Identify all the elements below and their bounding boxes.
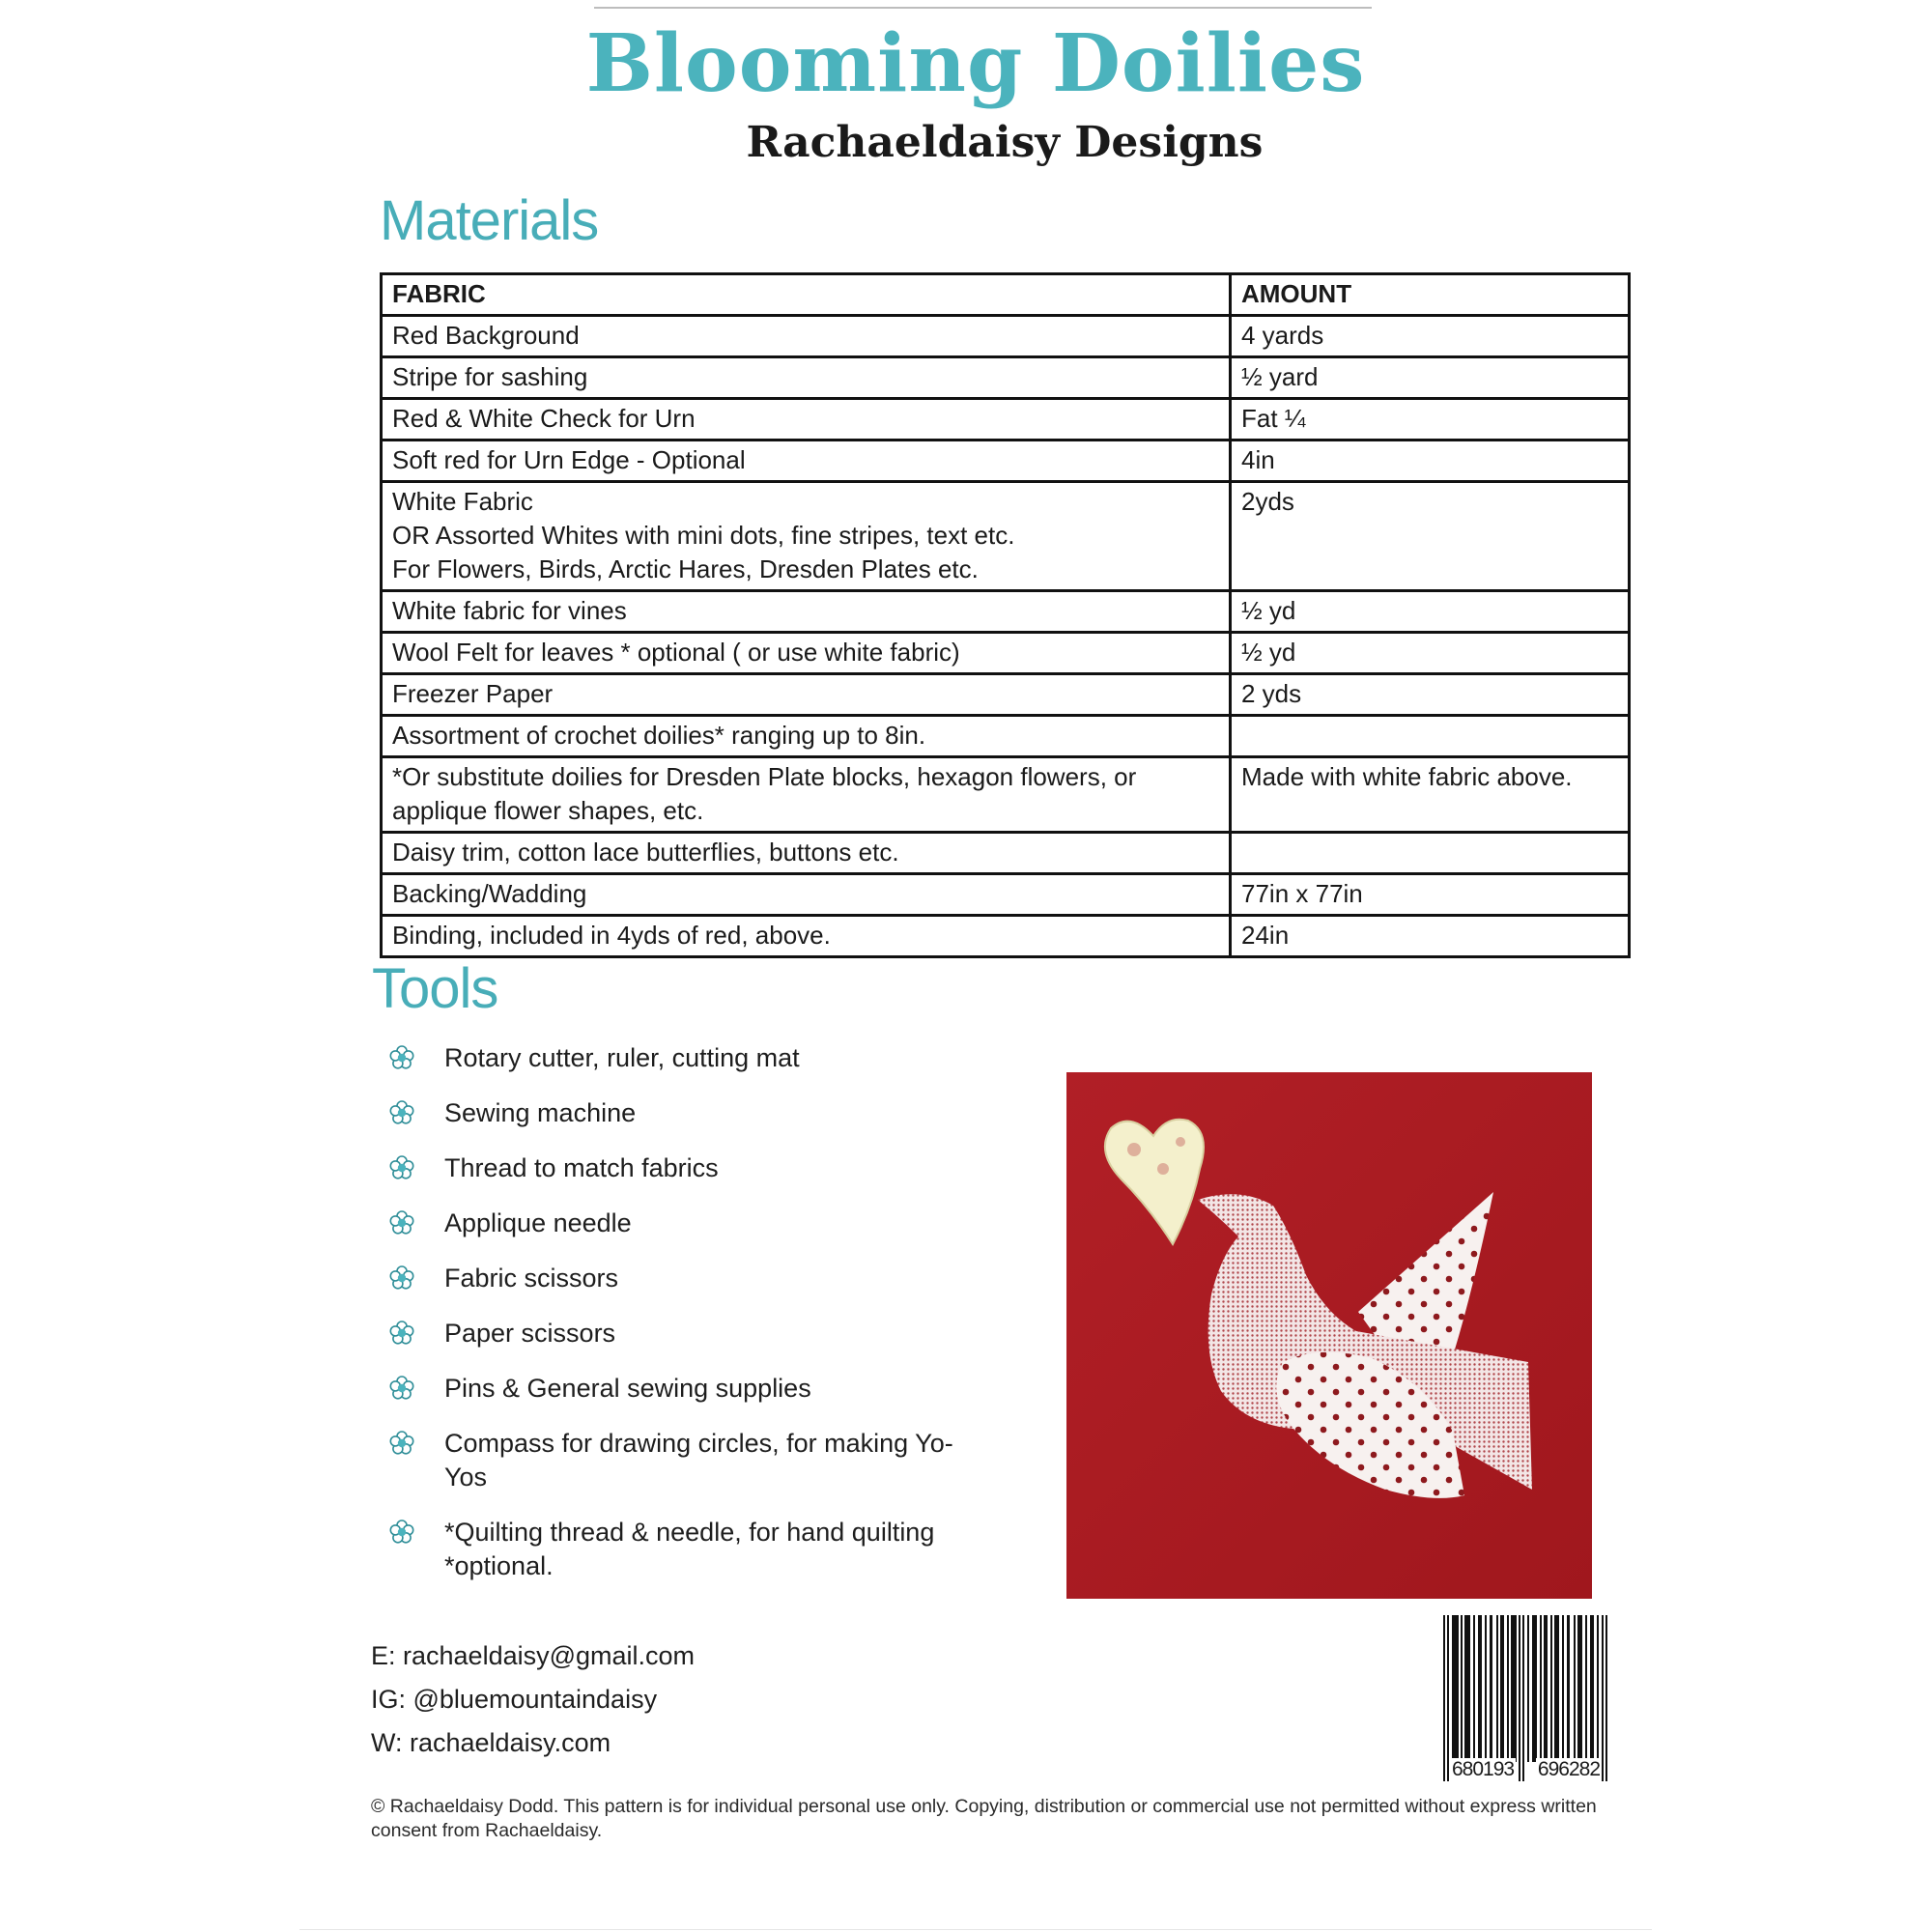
flower-icon bbox=[388, 1209, 415, 1236]
tool-label: Thread to match fabrics bbox=[444, 1153, 719, 1182]
fabric-text: applique flower shapes, etc. bbox=[392, 796, 704, 825]
fabric-text: OR Assorted Whites with mini dots, fine stripes, text etc. bbox=[392, 521, 1015, 550]
barcode-bars bbox=[1441, 1615, 1610, 1781]
tool-label: Compass for drawing circles, for making Yo-Yos bbox=[444, 1429, 953, 1492]
tool-label: Rotary cutter, ruler, cutting mat bbox=[444, 1043, 800, 1072]
tools-heading: Tools bbox=[372, 957, 498, 1020]
list-item bbox=[388, 1262, 968, 1295]
contact-email[interactable]: E: rachaeldaisy@gmail.com bbox=[371, 1641, 696, 1670]
amount-cell bbox=[1231, 833, 1630, 874]
fabric-cell bbox=[382, 591, 1231, 633]
amount-cell: ½ yard bbox=[1231, 357, 1630, 399]
list-item bbox=[388, 1207, 968, 1240]
contact-website[interactable]: W: rachaeldaisy.com bbox=[371, 1728, 611, 1757]
fabric-text: Backing/Wadding bbox=[392, 879, 587, 908]
amount-cell: 4in bbox=[1231, 440, 1630, 482]
table-row bbox=[382, 440, 1630, 482]
fabric-cell bbox=[382, 874, 1231, 916]
designer-name: Rachaeldaisy Designs bbox=[746, 118, 1264, 167]
barcode-digits bbox=[1441, 1758, 1610, 1781]
amount-cell: 2 yds bbox=[1231, 674, 1630, 716]
fabric-text: Soft red for Urn Edge - Optional bbox=[392, 445, 746, 474]
fabric-cell bbox=[382, 716, 1231, 757]
fabric-cell bbox=[382, 633, 1231, 674]
tool-label: Sewing machine bbox=[444, 1098, 637, 1127]
table-row bbox=[382, 674, 1630, 716]
fabric-text: Stripe for sashing bbox=[392, 362, 588, 391]
column-header-amount: AMOUNT bbox=[1231, 274, 1630, 316]
fabric-cell bbox=[382, 357, 1231, 399]
tool-label: Pins & General sewing supplies bbox=[444, 1374, 811, 1403]
materials-body bbox=[382, 316, 1630, 957]
fabric-text: White fabric for vines bbox=[392, 596, 627, 625]
dove-quilt-illustration bbox=[1066, 1072, 1592, 1599]
table-row bbox=[382, 716, 1630, 757]
fabric-cell bbox=[382, 833, 1231, 874]
table-row bbox=[382, 316, 1630, 357]
list-item bbox=[388, 1151, 968, 1185]
amount-cell bbox=[1231, 716, 1630, 757]
fabric-cell bbox=[382, 916, 1231, 957]
flower-icon bbox=[388, 1519, 415, 1546]
table-row bbox=[382, 757, 1630, 833]
flower-icon bbox=[388, 1430, 415, 1457]
quilt-block-photo bbox=[1066, 1072, 1592, 1599]
barcode-left-digits: 680193 bbox=[1452, 1758, 1515, 1780]
fabric-text: Binding, included in 4yds of red, above. bbox=[392, 921, 831, 950]
materials-table bbox=[380, 272, 1631, 958]
list-item bbox=[388, 1372, 968, 1406]
amount-cell: Fat ¼ bbox=[1231, 399, 1630, 440]
list-item bbox=[388, 1096, 968, 1130]
fabric-cell bbox=[382, 440, 1231, 482]
fabric-text: Red & White Check for Urn bbox=[392, 404, 696, 433]
amount-cell: ½ yd bbox=[1231, 633, 1630, 674]
fabric-text: Wool Felt for leaves * optional ( or use white fabric) bbox=[392, 638, 960, 667]
fabric-cell bbox=[382, 674, 1231, 716]
table-row bbox=[382, 399, 1630, 440]
table-row bbox=[382, 833, 1630, 874]
page-edge bbox=[299, 1929, 1652, 1930]
table-row bbox=[382, 591, 1630, 633]
flower-icon bbox=[388, 1320, 415, 1347]
tools-list bbox=[388, 1041, 968, 1605]
amount-cell: 77in x 77in bbox=[1231, 874, 1630, 916]
amount-cell: ½ yd bbox=[1231, 591, 1630, 633]
fabric-cell bbox=[382, 482, 1231, 591]
list-item bbox=[388, 1317, 968, 1350]
tool-label: *Quilting thread & needle, for hand quilting *optional. bbox=[444, 1518, 935, 1580]
amount-cell: 2yds bbox=[1231, 482, 1630, 591]
fabric-text: Freezer Paper bbox=[392, 679, 554, 708]
barcode-right-digits: 696282 bbox=[1537, 1758, 1600, 1780]
fabric-cell bbox=[382, 399, 1231, 440]
fabric-text: *Or substitute doilies for Dresden Plate blocks, hexagon flowers, or bbox=[392, 762, 1137, 791]
amount-cell: 4 yards bbox=[1231, 316, 1630, 357]
top-rule bbox=[594, 7, 1372, 9]
tool-label: Fabric scissors bbox=[444, 1264, 619, 1293]
flower-icon bbox=[388, 1044, 415, 1071]
tool-label: Applique needle bbox=[444, 1208, 632, 1237]
list-item bbox=[388, 1427, 968, 1494]
contact-instagram[interactable]: IG: @bluemountaindaisy bbox=[371, 1685, 658, 1714]
contact-info bbox=[371, 1634, 695, 1765]
fabric-text: For Flowers, Birds, Arctic Hares, Dresden Plates etc. bbox=[392, 554, 979, 583]
copyright-notice: © Rachaeldaisy Dodd. This pattern is for individual personal use only. Copying, distribution or commercial use not permitted without express written consent from Rachaeldaisy. bbox=[371, 1796, 1597, 1841]
tool-label: Paper scissors bbox=[444, 1319, 616, 1348]
fabric-text: White Fabric bbox=[392, 487, 533, 516]
table-row bbox=[382, 916, 1630, 957]
table-row bbox=[382, 482, 1630, 591]
fabric-text: Assortment of crochet doilies* ranging up to 8in. bbox=[392, 721, 926, 750]
materials-heading: Materials bbox=[380, 189, 599, 252]
fabric-text: Red Background bbox=[392, 321, 580, 350]
table-row bbox=[382, 357, 1630, 399]
amount-cell: Made with white fabric above. bbox=[1231, 757, 1630, 833]
fabric-cell bbox=[382, 316, 1231, 357]
flower-icon bbox=[388, 1154, 415, 1181]
barcode bbox=[1441, 1615, 1610, 1781]
amount-cell: 24in bbox=[1231, 916, 1630, 957]
materials-header-row bbox=[382, 274, 1630, 316]
table-row bbox=[382, 633, 1630, 674]
flower-icon bbox=[388, 1375, 415, 1402]
fabric-cell bbox=[382, 757, 1231, 833]
list-item bbox=[388, 1041, 968, 1075]
column-header-fabric: FABRIC bbox=[382, 274, 1231, 316]
table-row bbox=[382, 874, 1630, 916]
fabric-text: Daisy trim, cotton lace butterflies, buttons etc. bbox=[392, 838, 899, 867]
list-item bbox=[388, 1516, 968, 1583]
pattern-title: Blooming Doilies bbox=[585, 17, 1366, 110]
flower-icon bbox=[388, 1264, 415, 1292]
flower-icon bbox=[388, 1099, 415, 1126]
